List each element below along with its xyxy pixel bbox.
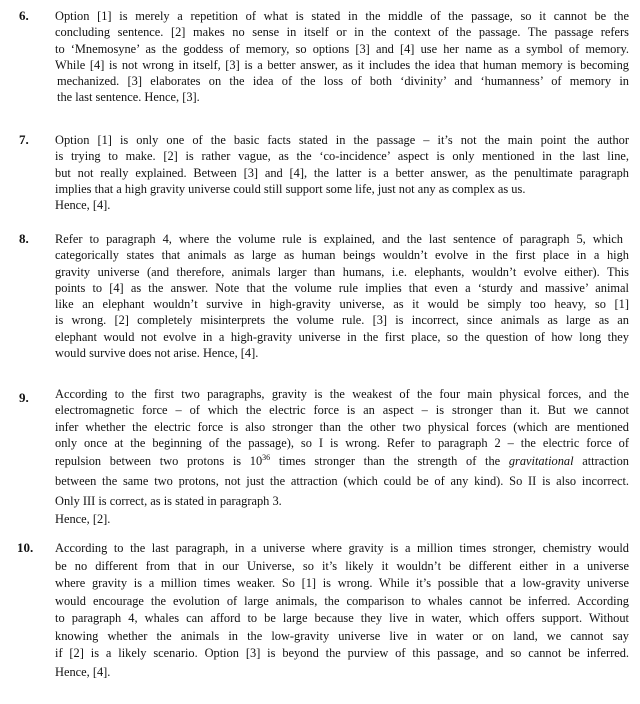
text-line: electromagnetic force – of which the electric force is an aspect – is stronger than it. But we cannot: [55, 403, 629, 418]
text-line: Option [1] is merely a repetition of what is stated in the middle of the passage, so it cannot be the: [55, 9, 629, 23]
text-line: According to the last paragraph, in a universe where gravity is a million times stronger, chemistry would: [55, 541, 629, 555]
text-line: would survive does not arise. Hence, [4].: [55, 346, 259, 361]
text-line: to paragraph 4, whales can afford to be large because they live in water, which offers support. Without: [55, 611, 629, 625]
item-number: 10.: [17, 540, 34, 555]
text-line: would encourage the evolution of large animals, the comparison to whales cannot be inferred. According: [55, 593, 629, 608]
exponent: 36: [262, 453, 271, 463]
text-line: Hence, [4].: [55, 198, 111, 213]
text-line: is wrong. [2] completely misinterprets the volume rule. [3] is incorrect, since animals as large as an: [55, 313, 629, 328]
text-line: gravity universe (and therefore, animals larger than humans, i.e. elephants, wouldn’t evolve either). This: [55, 264, 629, 279]
text-line: Option [1] is only one of the basic facts stated in the passage – it’s not the main point the author: [55, 133, 629, 147]
text-line: concluding sentence. [2] makes no sense in itself or in the context of the passage. The passage refers: [55, 25, 629, 40]
text-line: Hence, [4].: [55, 665, 111, 679]
text-line: knowing whether the animals in the low-gravity universe live in water or on land, we cannot say: [55, 628, 629, 643]
text-line: [55, 451, 629, 471]
text-line: infer whether the electric force is also stronger than the other two physical forces (which are mentioned: [55, 419, 629, 434]
item-number: 9.: [19, 390, 29, 405]
text-line: According to the first two paragraphs, gravity is the weakest of the four main physical forces, and the: [55, 387, 629, 401]
item-number: 7.: [19, 132, 29, 147]
text-segment: repulsion between two protons is 10: [55, 454, 263, 469]
item-number: 6.: [19, 8, 29, 23]
text-line: implies that a high gravity universe could still support some life, just not any as complex as us.: [55, 181, 526, 196]
text-line: where gravity is a million times weaker. So [1] is wrong. While it’s possible that a low-gravity universe: [55, 576, 629, 590]
explanation-text: [55, 231, 629, 361]
text-line: the last sentence. Hence, [3].: [57, 90, 200, 105]
emphasis-text: gravitational: [508, 454, 574, 469]
text-line: like an elephant wouldn’t survive in high-gravity universe, as it would be simply too heavy, so [1]: [55, 297, 629, 312]
text-line: categorically states that animals as large as human beings wouldn’t evolve in the first place in a high: [55, 248, 629, 263]
text-line: While [4] is not wrong in itself, [3] is a better answer, as it includes the idea that human memory is becoming: [55, 57, 629, 72]
text-line: if [2] is a likely scenario. Option [3] is beyond the purview of this passage, and so cannot be inferred.: [55, 646, 629, 660]
text-line: be no different from that in our Universe, so it’s likely it wouldn’t be different either in a universe: [55, 558, 629, 573]
text-segment: times stronger than the strength of the: [270, 454, 509, 469]
text-line: Refer to paragraph 4, where the volume rule is explained, and the last sentence of paragraph 5, which: [55, 232, 623, 246]
text-segment: attraction: [573, 454, 629, 469]
item-number: 8.: [19, 231, 29, 246]
text-line: only once at the beginning of the passage), so I is wrong. Refer to paragraph 2 – the electric force of: [55, 435, 629, 450]
explanation-text: [55, 386, 629, 527]
text-line: Only III is correct, as is stated in paragraph 3.: [55, 494, 282, 509]
text-line: mechanized. [3] elaborates on the idea of the loss of both ‘divinity’ and ‘humanness’ of memory in: [57, 74, 629, 89]
text-line: but not really explained. Between [3] and [4], the latter is a better answer, as the penultimate paragraph: [55, 165, 629, 180]
text-line: Hence, [2].: [55, 512, 111, 527]
text-line: elephant would not evolve in a high-gravity universe in the first place, so the question of how long they: [55, 329, 629, 344]
text-line: points to [4] as the answer. Note that the volume rule implies that even a ‘sturdy and massive’ animal: [55, 280, 629, 295]
explanation-text: [55, 540, 629, 680]
text-line: to ‘Mnemosyne’ as the goddess of memory, so options [3] and [4] use her name as a symbol of memory.: [55, 41, 629, 56]
explanation-text: [55, 132, 629, 213]
explanation-text: [55, 8, 629, 106]
text-line: is trying to make. [2] is rather vague, as the ‘co-incidence’ aspect is only mentioned in the last line,: [55, 149, 629, 164]
text-line: between the same two protons, not just the attraction (which could be of any kind). So II is also incorrect.: [55, 474, 629, 489]
